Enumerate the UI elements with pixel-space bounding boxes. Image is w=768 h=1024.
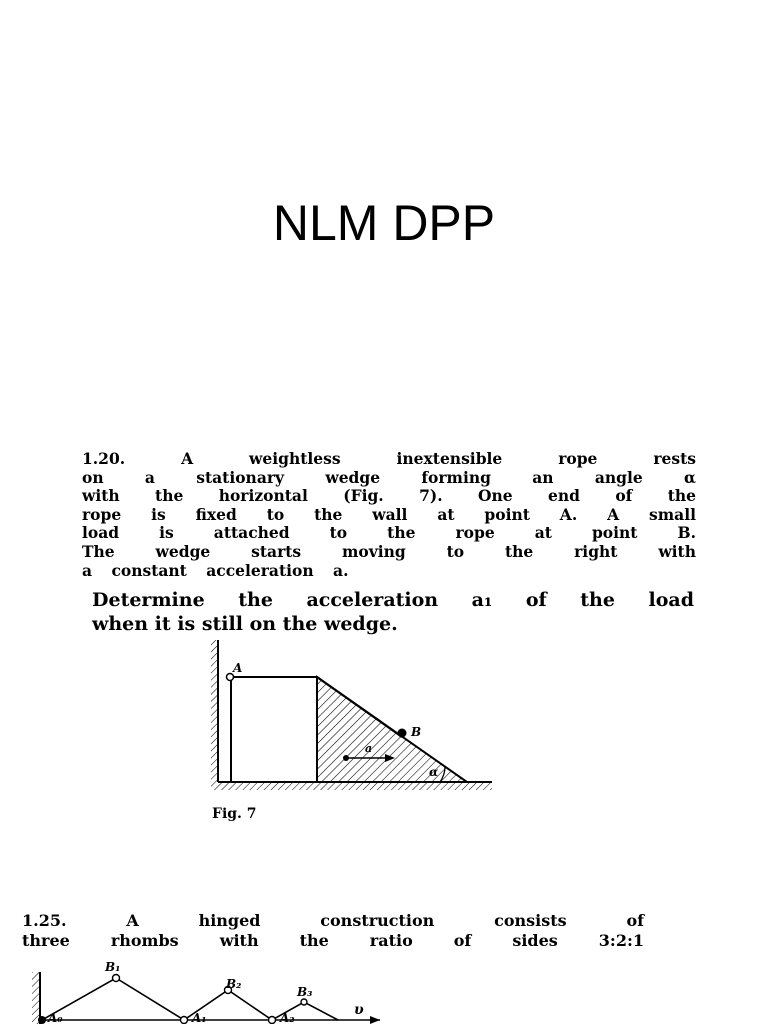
label-b1: B₁ — [105, 960, 121, 974]
figure-1-25 — [32, 960, 380, 1024]
label-a2: A₂ — [280, 1011, 295, 1024]
problem-line: The wedge starts moving to the right with — [82, 541, 696, 561]
load-b — [398, 729, 407, 738]
problem-line: three rhombs with the ratio of sides 3:2:1 — [22, 930, 644, 950]
ground-hatch — [218, 782, 492, 790]
problem-line: rope is fixed to the wall at point A. A small — [82, 504, 696, 524]
label-point-a: A — [233, 661, 243, 675]
wall-hatch-1-25 — [32, 972, 40, 1024]
label-point-b: B — [411, 725, 422, 739]
problem-line: 1.20. A weightless inextensible rope rests — [82, 449, 696, 468]
question-line: when it is still on the wedge. — [92, 613, 398, 635]
hinge-a1 — [181, 1017, 188, 1024]
problem-line: with the horizontal (Fig. 7). One end of the — [82, 486, 696, 506]
label-velocity: υ — [354, 1002, 364, 1018]
hinge-b1 — [113, 975, 120, 982]
problem-1-25-text — [22, 911, 644, 950]
velocity-arrow-head — [370, 1016, 380, 1024]
label-a1: A₁ — [192, 1011, 207, 1024]
label-accel: a — [365, 742, 373, 755]
hinge-a2 — [269, 1017, 276, 1024]
label-angle: α — [429, 765, 439, 779]
problem-line: 1.25. A hinged construction consists of — [22, 911, 644, 930]
wall-hatch — [211, 640, 218, 790]
figure-7-caption: Fig. 7 — [212, 806, 257, 822]
hinge-a0 — [38, 1016, 46, 1024]
block — [231, 677, 317, 782]
question-line: Determine the acceleration a₁ of the load — [92, 589, 694, 611]
slide-title: NLM DPP — [272, 194, 496, 251]
problem-line: on a stationary wedge forming an angle α — [82, 467, 696, 487]
problem-line: a constant acceleration a. — [82, 560, 349, 580]
problem-line: load is attached to the rope at point B. — [82, 523, 696, 543]
hinge-b3 — [301, 999, 307, 1005]
label-b3: B₃ — [297, 985, 313, 999]
label-a0: A₀ — [48, 1011, 63, 1024]
label-b2: B₂ — [226, 977, 242, 991]
